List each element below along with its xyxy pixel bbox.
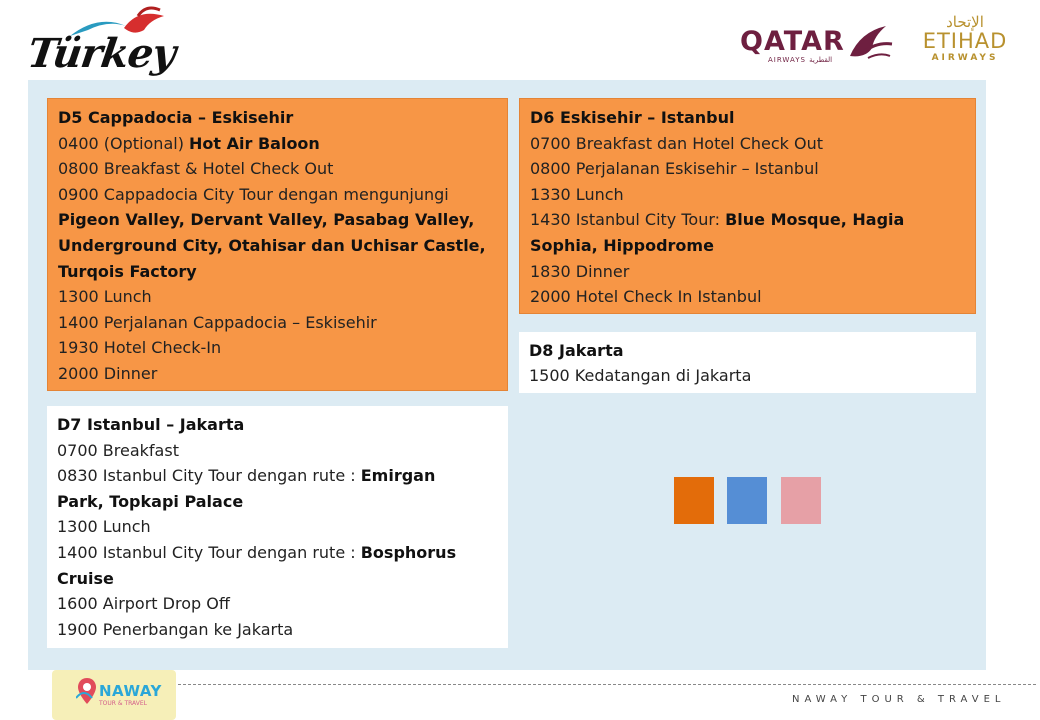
etihad-airways-logo	[912, 14, 1018, 68]
itinerary-line: 1400 Perjalanan Cappadocia – Eskisehir	[58, 312, 377, 332]
card-title: D7 Istanbul – Jakarta	[57, 415, 245, 434]
itinerary-line: 1930 Hotel Check-In	[58, 338, 222, 358]
etihad-wordmark: ETIHAD	[922, 29, 1008, 53]
footer-divider	[178, 684, 1036, 685]
itinerary-line: 1400 Istanbul City Tour dengan rute : Bosphorus	[57, 542, 457, 562]
itinerary-line: 0800 Perjalanan Eskisehir – Istanbul	[530, 159, 819, 179]
itinerary-line: 1330 Lunch	[530, 184, 624, 204]
itinerary-line: 1830 Dinner	[530, 261, 630, 281]
itinerary-line: 0700 Breakfast dan Hotel Check Out	[530, 133, 824, 153]
footer-company-name: NAWAY TOUR & TRAVEL	[792, 694, 1006, 705]
turkey-wordmark: Türkey	[24, 30, 178, 77]
itinerary-line: 0700 Breakfast	[57, 440, 179, 460]
itinerary-line: 0830 Istanbul City Tour dengan rute : Emirgan	[57, 466, 436, 486]
itinerary-line: Cruise	[57, 568, 114, 588]
itinerary-line: 0400 (Optional) Hot Air Baloon	[58, 133, 320, 153]
itinerary-line: 1600 Airport Drop Off	[57, 594, 230, 614]
naway-logo	[52, 670, 176, 720]
itinerary-card-d6	[519, 98, 976, 314]
itinerary-card-d8	[519, 332, 976, 393]
turkey-logo	[24, 6, 178, 82]
color-swatch-pink	[781, 477, 821, 524]
itinerary-line: 2000 Hotel Check In Istanbul	[530, 287, 762, 307]
itinerary-line: Sophia, Hippodrome	[530, 235, 714, 255]
map-pin-icon	[76, 676, 98, 706]
oryx-icon	[846, 22, 894, 66]
itinerary-line: 0800 Breakfast & Hotel Check Out	[58, 159, 334, 179]
qatar-wordmark: QATAR	[740, 26, 845, 57]
itinerary-card-d5	[47, 98, 508, 391]
etihad-subtitle: AIRWAYS	[931, 53, 999, 63]
itinerary-line: 2000 Dinner	[58, 363, 158, 383]
naway-brand: NAWAY	[99, 682, 162, 700]
color-swatch-orange	[674, 477, 714, 524]
itinerary-line: 1500 Kedatangan di Jakarta	[529, 366, 752, 385]
itinerary-line: 0900 Cappadocia City Tour dengan mengunjungi	[58, 184, 449, 204]
itinerary-line: 1900 Penerbangan ke Jakarta	[57, 619, 294, 639]
itinerary-line: Turqois Factory	[58, 261, 197, 281]
itinerary-line: Pigeon Valley, Dervant Valley, Pasabag Valley,	[58, 210, 475, 230]
itinerary-line: 1300 Lunch	[57, 517, 151, 537]
card-title: D8 Jakarta	[529, 341, 624, 360]
qatar-airways-logo	[738, 18, 896, 68]
qatar-subtitle: AIRWAYS القطرية	[768, 56, 833, 64]
itinerary-line: 1430 Istanbul City Tour: Blue Mosque, Hagia	[530, 210, 905, 230]
itinerary-line: Park, Topkapi Palace	[57, 491, 244, 511]
itinerary-line: 1300 Lunch	[58, 287, 152, 307]
color-swatch-blue	[727, 477, 767, 524]
etihad-arabic-wordmark: الإتحاد	[946, 13, 984, 31]
card-title: D5 Cappadocia – Eskisehir	[58, 108, 294, 127]
card-title: D6 Eskisehir – Istanbul	[530, 108, 735, 127]
naway-tagline: TOUR & TRAVEL	[99, 700, 147, 707]
itinerary-line: Underground City, Otahisar dan Uchisar Castle,	[58, 235, 486, 255]
itinerary-card-d7	[47, 406, 508, 648]
